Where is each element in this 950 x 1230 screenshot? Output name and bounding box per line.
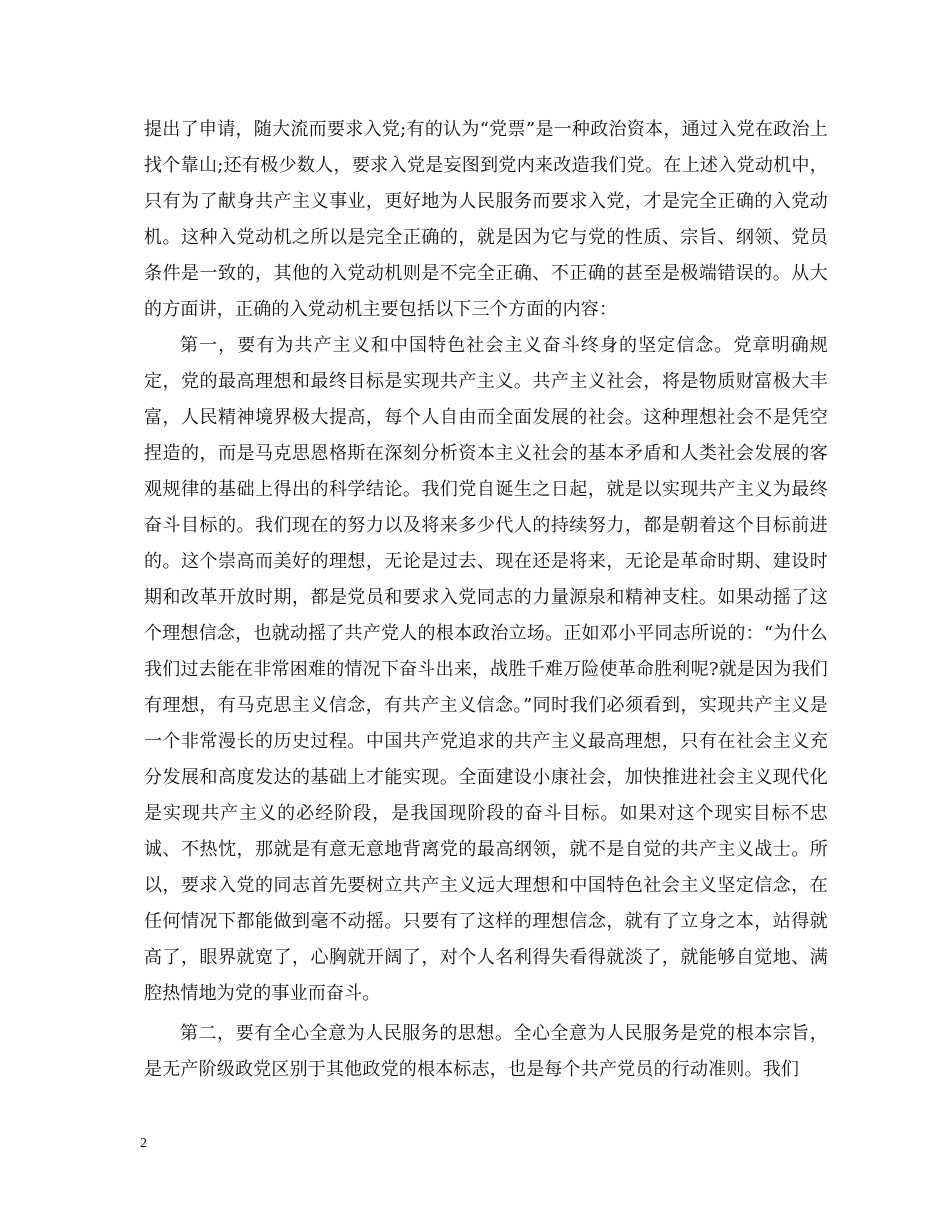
paragraph-second-point: 第二，要有全心全意为人民服务的思想。全心全意为人民服务是党的根本宗旨，是无产阶级政党区别于其他政党的根本标志，也是每个共产党员的行动准则。我们 [144,1023,828,1080]
body-text [144,112,828,1088]
page-number: 2 [140,1136,147,1151]
paragraph-first-point: 第一，要有为共产主义和中国特色社会主义奋斗终身的坚定信念。党章明确规定，党的最高理想和最终目标是实现共产主义。共产主义社会，将是物质财富极大丰富，人民精神境界极大提高，每个人自由而全面发展的社会。这种理想社会不是凭空捏造的，而是马克思恩格斯在深刻分析资本主义社会的基本矛盾和人类社会发展的客观规律的基础上得出的科学结论。我们党自诞生之日起，就是以实现共产主义为最终奋斗目标的。我们现在的努力以及将来多少代人的持续努力，都是朝着这个目标前进的。这个崇高而美好的理想，无论是过去、现在还是将来，无论是革命时期、建设时期和改革开放时期，都是党员和要求入党同志的力量源泉和精神支柱。如果动摇了这个理想信念，也就动摇了共产党人的根本政治立场。正如邓小平同志所说的：“为什么我们过去能在非常困难的情况下奋斗出来，战胜千难万险使革命胜利呢?就是因为我们有理想，有马克思主义信念，有共产主义信念。”同时我们必须看到，实现共产主义是一个非常漫长的历史过程。中国共产党追求的共产主义最高理想，只有在社会主义充分发展和高度发达的基础上才能实现。全面建设小康社会，加快推进社会主义现代化是实现共产主义的必经阶段，是我国现阶段的奋斗目标。如果对这个现实目标不忠诚、不热忱，那就是有意无意地背离党的最高纲领，就不是自觉的共产主义战士。所以，要求入党的同志首先要树立共产主义远大理想和中国特色社会主义坚定信念，在任何情况下都能做到毫不动摇。只要有了这样的理想信念，就有了立身之本，站得就高了，眼界就宽了，心胸就开阔了，对个人名利得失看得就淡了，就能够自觉地、满腔热情地为党的事业而奋斗。 [144,335,828,1004]
paragraph-continuation: 提出了申请，随大流而要求入党;有的认为“党票”是一种政治资本，通过入党在政治上找个靠山;还有极少数人，要求入党是妄图到党内来改造我们党。在上述入党动机中，只有为了献身共产主义事业，更好地为人民服务而要求入党，才是完全正确的入党动机。这种入党动机之所以是完全正确的，就是因为它与党的性质、宗旨、纲领、党员条件是一致的，其他的入党动机则是不完全正确、不正确的甚至是极端错误的。从大的方面讲，正确的入党动机主要包括以下三个方面的内容： [144,119,828,320]
